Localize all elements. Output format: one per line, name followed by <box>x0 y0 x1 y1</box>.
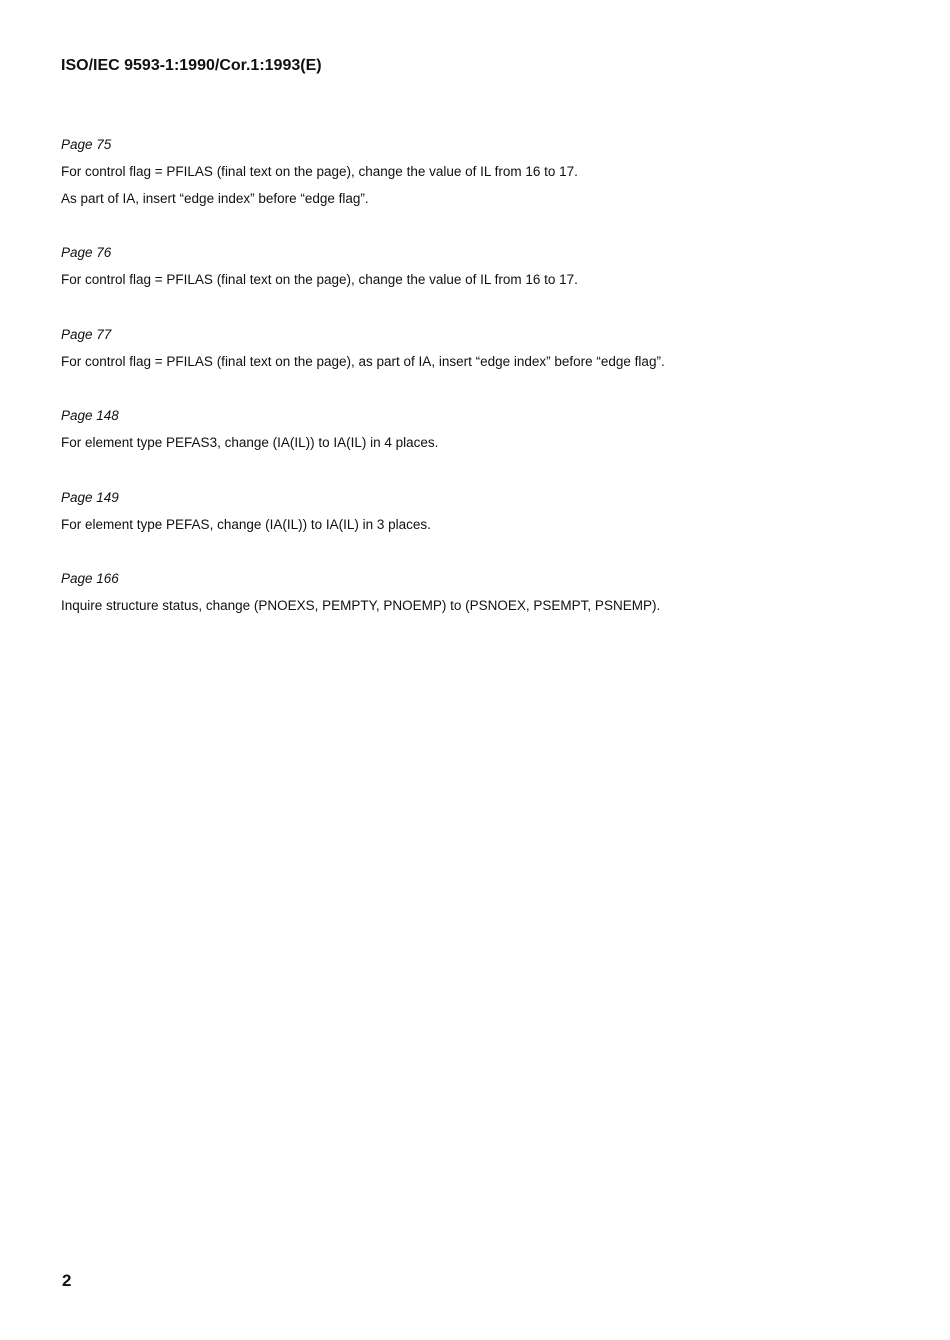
page-reference: Page 149 <box>61 490 119 505</box>
page-reference: Page 166 <box>61 571 119 586</box>
page-reference: Page 76 <box>61 245 112 260</box>
correction-text: For control flag = PFILAS (final text on the page), change the value of IL from 16 to 17. <box>61 164 578 179</box>
correction-page-149 <box>61 489 921 534</box>
page-reference: Page 75 <box>61 137 112 152</box>
correction-page-77 <box>61 326 921 371</box>
correction-page-166 <box>61 570 921 615</box>
correction-text: As part of IA, insert “edge index” before “edge flag”. <box>61 191 369 206</box>
correction-text: For control flag = PFILAS (final text on the page), as part of IA, insert “edge index” before “edge flag”. <box>61 354 665 369</box>
page-number: 2 <box>62 1271 72 1290</box>
document-header: ISO/IEC 9593-1:1990/Cor.1:1993(E) <box>61 57 322 74</box>
correction-text: For control flag = PFILAS (final text on the page), change the value of IL from 16 to 17. <box>61 272 578 287</box>
correction-page-75 <box>61 136 921 208</box>
correction-text: For element type PEFAS3, change (IA(IL)) to IA(IL) in 4 places. <box>61 435 439 450</box>
page-reference: Page 77 <box>61 327 112 342</box>
page-reference: Page 148 <box>61 408 119 423</box>
correction-text: For element type PEFAS, change (IA(IL)) to IA(IL) in 3 places. <box>61 517 431 532</box>
correction-page-76 <box>61 244 921 289</box>
correction-page-148 <box>61 407 921 452</box>
correction-text: Inquire structure status, change (PNOEXS, PEMPTY, PNOEMP) to (PSNOEX, PSEMPT, PSNEMP). <box>61 598 661 613</box>
